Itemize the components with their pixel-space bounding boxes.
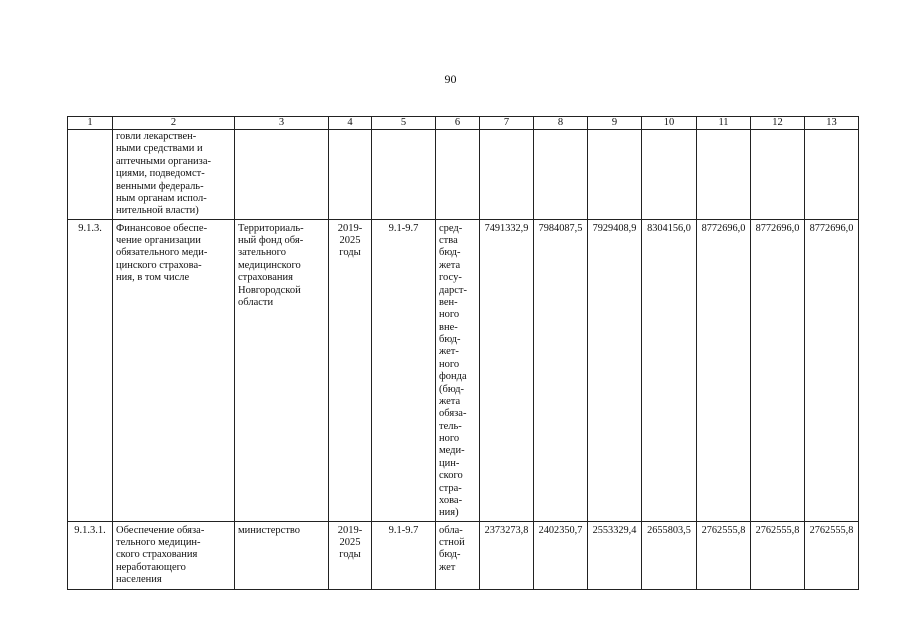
row-title: Обеспечение обяза- тельного медицин- ского страхования неработающего населения (113, 521, 235, 589)
page-number: 90 (444, 72, 457, 86)
header-cell: 5 (372, 117, 436, 130)
row-indicators: 9.1-9.7 (372, 219, 436, 521)
empty-cell (751, 130, 805, 220)
value-cell: 2762555,8 (805, 521, 859, 589)
header-cell: 3 (235, 117, 329, 130)
empty-cell (329, 130, 372, 220)
continuation-row (68, 130, 859, 220)
row-executor: министерство (235, 521, 329, 589)
value-cell: 8772696,0 (805, 219, 859, 521)
header-cell: 2 (113, 117, 235, 130)
value-cell: 8772696,0 (751, 219, 805, 521)
value-cell: 2402350,7 (534, 521, 588, 589)
value-cell: 7491332,9 (480, 219, 534, 521)
header-cell: 12 (751, 117, 805, 130)
empty-cell (642, 130, 697, 220)
header-cell: 6 (436, 117, 480, 130)
value-cell: 2762555,8 (697, 521, 751, 589)
empty-cell (805, 130, 859, 220)
row-executor: Территориаль- ный фонд обя- зательного медицинского страхования Новгородской области (235, 219, 329, 521)
value-cell: 7929408,9 (588, 219, 642, 521)
row-code: 9.1.3. (68, 219, 113, 521)
empty-cell (235, 130, 329, 220)
header-cell: 11 (697, 117, 751, 130)
value-cell: 8772696,0 (697, 219, 751, 521)
row-source: сред- ства бюд- жета госу- дарст- вен- ного вне- бюд- жет- ного фонда (бюд- жета обяза- тель- ного меди- цин- ского стра- хова- ния) (436, 219, 480, 521)
header-cell: 7 (480, 117, 534, 130)
value-cell: 8304156,0 (642, 219, 697, 521)
row-indicators: 9.1-9.7 (372, 521, 436, 589)
empty-cell (480, 130, 534, 220)
empty-cell (588, 130, 642, 220)
row-period: 2019- 2025 годы (329, 219, 372, 521)
header-row (68, 117, 859, 130)
empty-cell (68, 130, 113, 220)
header-cell: 4 (329, 117, 372, 130)
header-cell: 9 (588, 117, 642, 130)
empty-cell (436, 130, 480, 220)
value-cell: 2553329,4 (588, 521, 642, 589)
value-cell: 2373273,8 (480, 521, 534, 589)
empty-cell (697, 130, 751, 220)
empty-cell (372, 130, 436, 220)
empty-cell (534, 130, 588, 220)
header-cell: 13 (805, 117, 859, 130)
budget-table (67, 116, 859, 590)
value-cell: 2655803,5 (642, 521, 697, 589)
header-cell: 10 (642, 117, 697, 130)
row-code: 9.1.3.1. (68, 521, 113, 589)
continuation-text: говли лекарствен- ными средствами и аптечными организа- циями, подведомст- венными федераль- ным органам испол- нительной власти) (113, 130, 235, 220)
value-cell: 2762555,8 (751, 521, 805, 589)
table-row (68, 219, 859, 521)
row-period: 2019- 2025 годы (329, 521, 372, 589)
row-source: обла- стной бюд- жет (436, 521, 480, 589)
table-row (68, 521, 859, 589)
header-cell: 8 (534, 117, 588, 130)
header-cell: 1 (68, 117, 113, 130)
value-cell: 7984087,5 (534, 219, 588, 521)
row-title: Финансовое обеспе- чение организации обязательного меди- цинского страхова- ния, в том числе (113, 219, 235, 521)
